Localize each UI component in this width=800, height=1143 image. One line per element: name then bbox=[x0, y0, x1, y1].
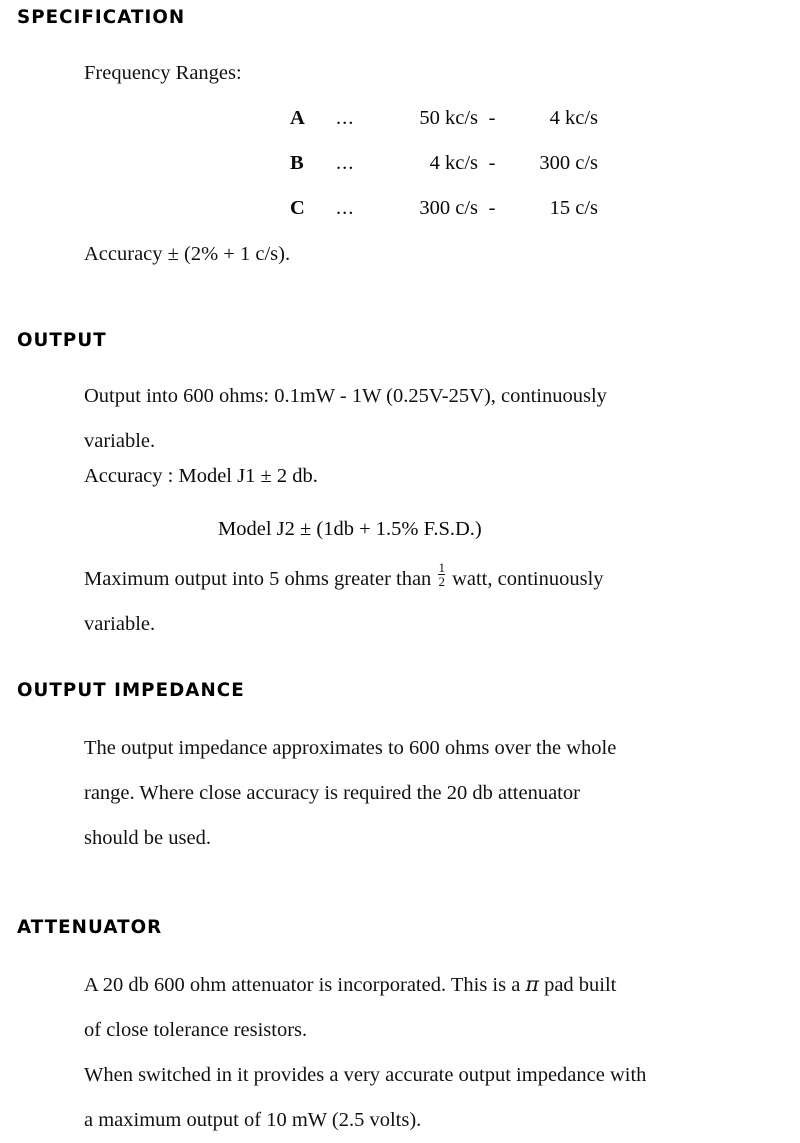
max-output-text-before: Maximum output into 5 ohms greater than bbox=[84, 568, 437, 590]
attenuator-text-before-pi: A 20 db 600 ohm attenuator is incorporated. This is a bbox=[84, 974, 526, 996]
range-to: 15 c/s bbox=[549, 197, 598, 219]
attenuator-line-4: a maximum output of 10 mW (2.5 volts). bbox=[84, 1109, 422, 1131]
attenuator-line-1 bbox=[84, 962, 786, 1008]
output-line-1: Output into 600 ohms: 0.1mW - 1W (0.25V-25V), continuously bbox=[84, 385, 607, 407]
output-impedance-paragraph bbox=[84, 726, 786, 861]
section-heading-attenuator: ATTENUATOR bbox=[17, 916, 163, 938]
frequency-ranges-table bbox=[290, 96, 598, 231]
pi-symbol: π bbox=[525, 972, 539, 996]
range-from: 50 kc/s bbox=[419, 107, 478, 129]
specification-accuracy bbox=[84, 232, 786, 277]
output-accuracy-model-j2: Model J2 ± (1db + 1.5% F.S.D.) bbox=[218, 518, 482, 540]
range-to: 4 kc/s bbox=[549, 107, 598, 129]
attenuator-line-3: When switched in it provides a very accurate output impedance with bbox=[84, 1064, 647, 1086]
max-output-line bbox=[84, 557, 786, 602]
attenuator-line-2: of close tolerance resistors. bbox=[84, 1019, 308, 1041]
section-heading-output-impedance: OUTPUT IMPEDANCE bbox=[17, 679, 245, 701]
section-heading-specification: SPECIFICATION bbox=[17, 6, 186, 28]
table-row bbox=[290, 96, 598, 141]
range-from: 300 c/s bbox=[419, 197, 478, 219]
specification-intro bbox=[84, 51, 786, 96]
range-letter: B bbox=[290, 152, 304, 174]
attenuator-paragraph bbox=[84, 962, 786, 1143]
range-letter: A bbox=[290, 107, 305, 129]
section-heading-output: OUTPUT bbox=[17, 329, 107, 351]
range-from: 4 kc/s bbox=[429, 152, 478, 174]
max-output-line-2: variable. bbox=[84, 613, 156, 635]
range-letter: C bbox=[290, 197, 305, 219]
range-dots: ... bbox=[336, 107, 355, 129]
impedance-line-3: should be used. bbox=[84, 827, 211, 849]
output-line-2: variable. bbox=[84, 430, 156, 452]
output-paragraph-1 bbox=[84, 374, 786, 464]
range-to: 300 c/s bbox=[539, 152, 598, 174]
impedance-line-1: The output impedance approximates to 600 ohms over the whole bbox=[84, 737, 617, 759]
range-dash: - bbox=[488, 152, 496, 174]
frequency-ranges-label: Frequency Ranges: bbox=[84, 62, 242, 84]
max-output-text-after: watt, continuously bbox=[446, 568, 604, 590]
one-half-fraction bbox=[438, 561, 445, 588]
table-row bbox=[290, 186, 598, 231]
impedance-line-2: range. Where close accuracy is required the 20 db attenuator bbox=[84, 782, 580, 804]
fraction-denominator: 2 bbox=[438, 574, 445, 589]
accuracy-text: Accuracy ± (2% + 1 c/s). bbox=[84, 243, 291, 265]
fraction-numerator: 1 bbox=[438, 560, 445, 575]
range-dots: ... bbox=[336, 197, 355, 219]
attenuator-text-after-pi: pad built bbox=[538, 974, 617, 996]
output-paragraph-2 bbox=[84, 557, 786, 647]
output-accuracy-model-j1: Accuracy : Model J1 ± 2 db. bbox=[84, 465, 318, 487]
range-dots: ... bbox=[336, 152, 355, 174]
table-row bbox=[290, 141, 598, 186]
range-dash: - bbox=[488, 107, 496, 129]
range-dash: - bbox=[488, 197, 496, 219]
